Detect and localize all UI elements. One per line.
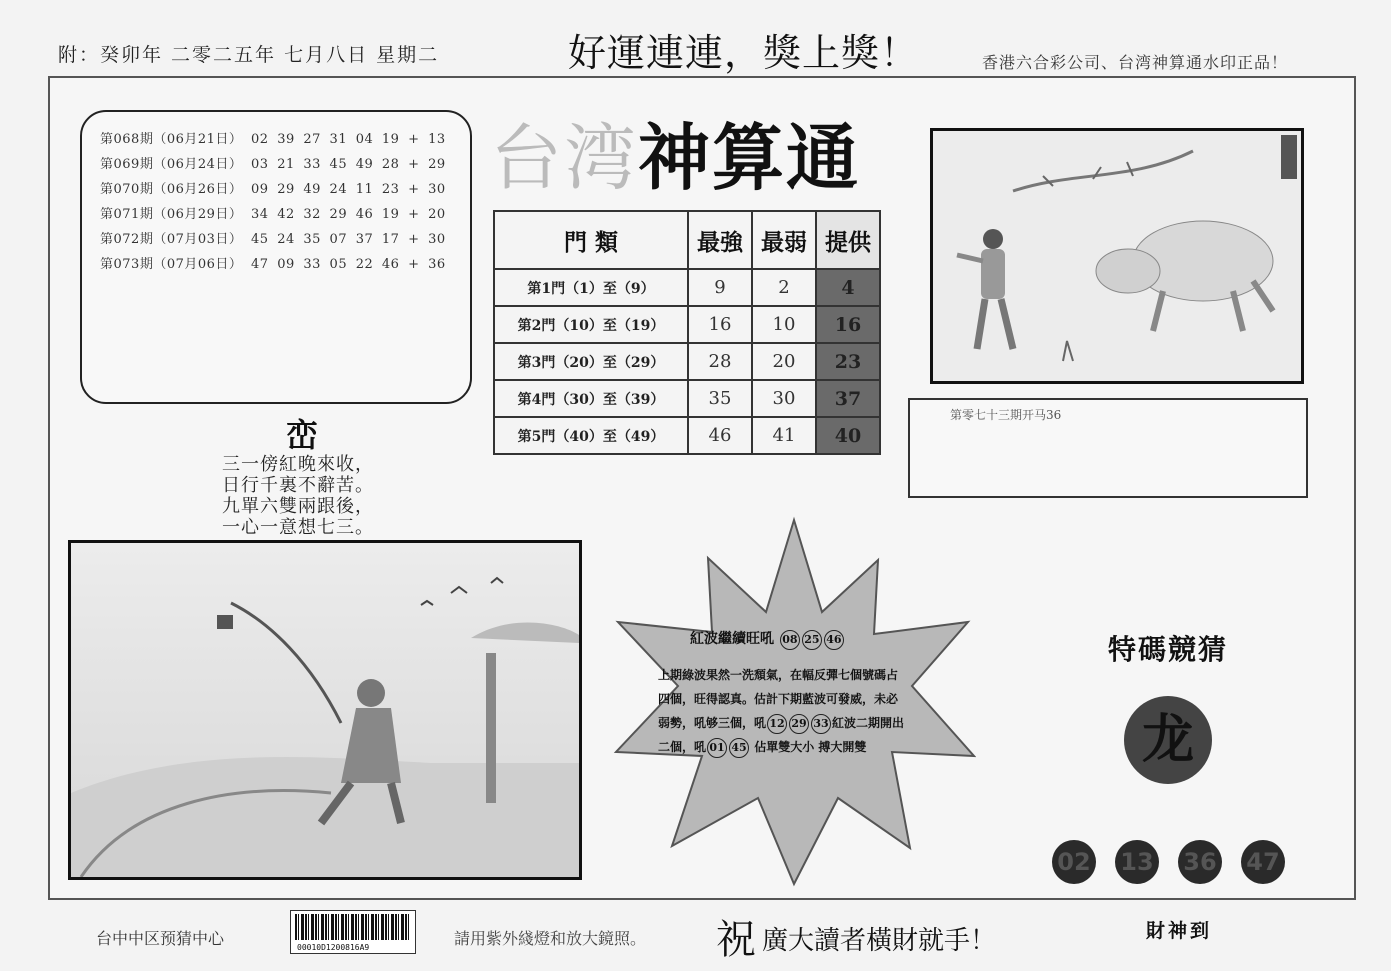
poem-line: 日行千裏不辭苦。 [222,475,374,496]
star-heading-text: 紅波繼續旺吼 [690,631,774,647]
door-label: 第2門（10）至（19） [494,306,688,343]
footer-wish-char: 祝 [716,917,756,963]
table-row [494,380,880,417]
star-text: 佔單雙大小 搏大開雙 [754,740,867,754]
number-circle: 08 [780,630,800,650]
title-light: 台湾 [490,116,639,200]
illustration-fisherman [68,540,582,880]
result-row: 第071期（06月29日） 34 42 32 29 46 19 + 20 [100,207,446,222]
col-header: 提供 [816,211,880,269]
give-value: 40 [816,417,880,454]
strong-value: 9 [688,269,752,306]
watermark-notice: 香港六合彩公司、台湾神算通水印正品！ [982,53,1289,72]
special-title: 特碼競猜 [1108,633,1229,666]
col-header: 最強 [688,211,752,269]
number-circle: 45 [729,738,749,758]
give-value: 23 [816,343,880,380]
door-table [493,210,881,455]
star-text: 二個，吼 [658,740,707,754]
col-header: 門 類 [494,211,688,269]
number-ball: 47 [1241,840,1285,884]
number-circle: 12 [767,714,787,734]
result-row: 第070期（06月26日） 09 29 49 24 11 23 + 30 [100,182,446,197]
result-row: 第073期（07月06日） 47 09 33 05 22 46 + 36 [100,257,446,272]
footer-instruction: 請用紫外綫燈和放大鏡照。 [454,929,647,948]
number-circle: 29 [789,714,809,734]
door-label: 第5門（40）至（49） [494,417,688,454]
number-ball: 02 [1052,840,1096,884]
give-value: 37 [816,380,880,417]
weak-value: 41 [752,417,816,454]
door-label: 第3門（20）至（29） [494,343,688,380]
strong-value: 35 [688,380,752,417]
table-row [494,417,880,454]
give-value: 4 [816,269,880,306]
star-text-line [658,714,904,734]
strong-value: 16 [688,306,752,343]
star-heading [690,628,845,650]
weak-value: 10 [752,306,816,343]
number-ball: 36 [1178,840,1222,884]
give-value: 16 [816,306,880,343]
strong-value: 46 [688,417,752,454]
note-box [908,398,1308,498]
table-row [494,343,880,380]
star-text: 弱勢，吼够三個，吼 [658,716,767,730]
star-text-line: 四個，旺得認真。估計下期藍波可發威，未必 [658,692,899,706]
number-ball: 13 [1115,840,1159,884]
illustration-man-and-beast [930,128,1304,384]
star-text-line [658,738,866,758]
footer-right: 財神到 [1146,920,1213,942]
result-row: 第072期（07月03日） 45 24 35 07 37 17 + 30 [100,232,446,247]
table-row [494,269,880,306]
poem-line: 九單六雙兩跟後， [222,496,374,517]
slogan: 好運連連，獎上獎！ [568,31,920,75]
col-header: 最弱 [752,211,816,269]
weak-value: 20 [752,343,816,380]
result-row: 第069期（06月24日） 03 21 33 45 49 28 + 29 [100,157,446,172]
star-text: 紅波二期開出 [832,716,905,730]
strong-value: 28 [688,343,752,380]
poem-line: 一心一意想七三。 [222,517,374,538]
title-bold: 神算通 [638,115,861,200]
number-circle: 46 [824,630,844,650]
zodiac-badge: 龙 [1124,696,1212,784]
weak-value: 30 [752,380,816,417]
illustration-art [933,131,1301,381]
star-text-line: 上期綠波果然一洗頹氣，在幅反彈七個號碼占 [658,668,899,682]
number-circle: 01 [707,738,727,758]
number-circle: 33 [811,714,831,734]
door-label: 第1門（1）至（9） [494,269,688,306]
barcode-number: 00010D1200816A9 [297,943,370,952]
note-text: 第零七十三期开马36 [950,408,1062,422]
barcode [290,910,416,954]
past-results-box [80,110,472,404]
footer-wish: 廣大讀者橫財就手！ [762,926,997,956]
issue-date: 附：癸卯年 二零二五年 七月八日 星期二 [58,44,440,66]
seal-stamp [1281,135,1297,179]
result-row: 第068期（06月21日） 02 39 27 31 04 19 + 13 [100,132,446,147]
number-circle: 25 [802,630,822,650]
poem-line: 三一傍紅晚來收， [222,454,374,475]
footer-left: 台中中区预猜中心 [96,929,225,948]
barcode-bars [295,914,409,940]
table-row [494,306,880,343]
page-title [490,100,860,204]
poem-title: 峦 [286,416,319,454]
illustration-art [71,543,579,877]
door-label: 第4門（30）至（39） [494,380,688,417]
weak-value: 2 [752,269,816,306]
